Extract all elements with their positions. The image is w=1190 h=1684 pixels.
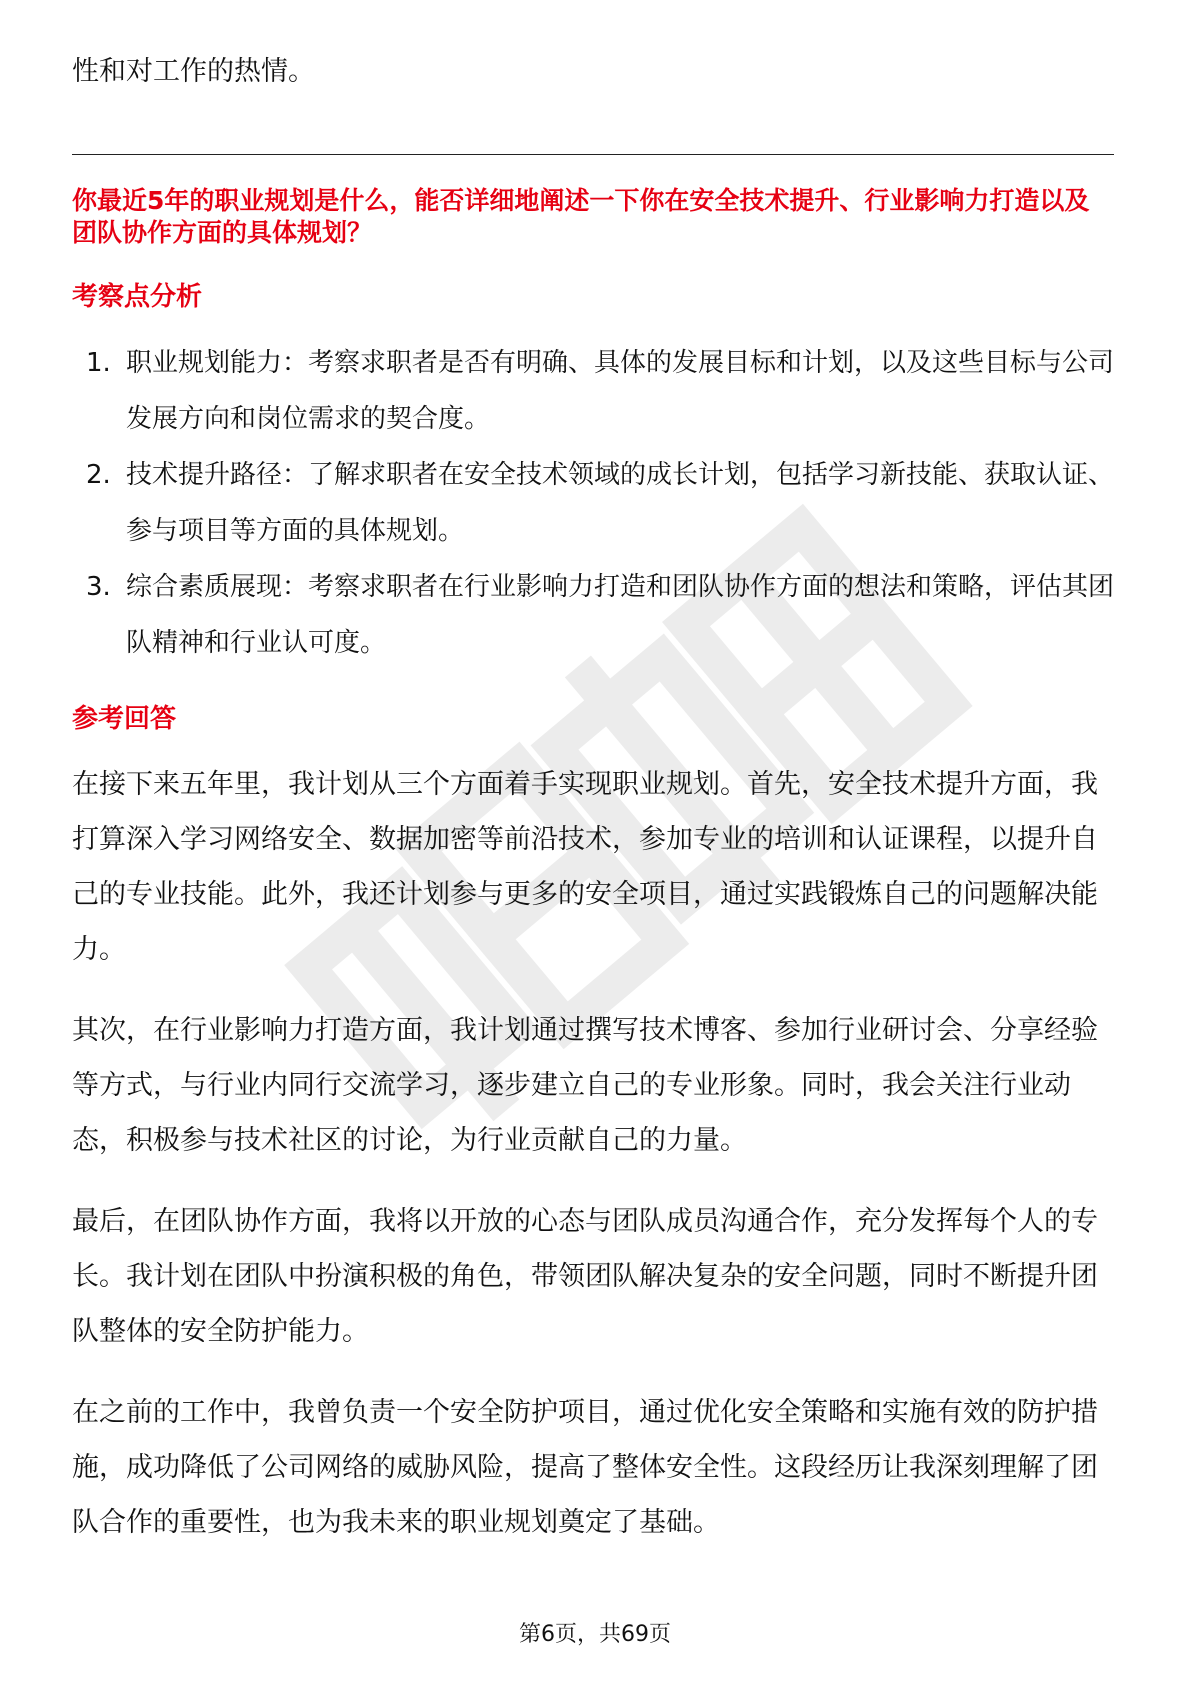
list-item — [72, 335, 1114, 447]
interview-question: 你最近5年的职业规划是什么，能否详细地阐述一下你在安全技术提升、行业影响力打造以及团队协作方面的具体规划？ — [72, 186, 1090, 247]
list-item — [72, 447, 1114, 559]
section-divider — [72, 154, 1114, 155]
list-item-number: 1. — [86, 348, 111, 378]
page-number-footer: 第6页，共69页 — [519, 1622, 671, 1647]
list-item — [72, 559, 1114, 671]
list-item-text: 综合素质展现：考察求职者在行业影响力打造和团队协作方面的想法和策略，评估其团队精神和行业认可度。 — [126, 572, 1115, 658]
answer-paragraph: 最后，在团队协作方面，我将以开放的心态与团队成员沟通合作，充分发挥每个人的专长。我计划在团队中扮演积极的角色，带领团队解决复杂的安全问题，同时不断提升团队整体的安全防护能力。 — [72, 1206, 1098, 1347]
reference-answer-heading: 参考回答 — [72, 704, 177, 734]
answer-paragraph: 在之前的工作中，我曾负责一个安全防护项目，通过优化安全策略和实施有效的防护措施，成功降低了公司网络的威胁风险，提高了整体安全性。这段经历让我深刻理解了团队合作的重要性，也为我未来的职业规划奠定了基础。 — [72, 1397, 1098, 1538]
analysis-list — [72, 335, 1114, 671]
list-item-number: 2. — [86, 460, 111, 490]
list-item-text: 技术提升路径：了解求职者在安全技术领域的成长计划，包括学习新技能、获取认证、参与项目等方面的具体规划。 — [126, 460, 1115, 546]
answer-paragraph: 在接下来五年里，我计划从三个方面着手实现职业规划。首先，安全技术提升方面，我打算深入学习网络安全、数据加密等前沿技术，参加专业的培训和认证课程，以提升自己的专业技能。此外，我还计划参与更多的安全项目，通过实践锻炼自己的问题解决能力。 — [72, 769, 1098, 965]
previous-page-fragment: 性和对工作的热情。 — [72, 56, 315, 87]
list-item-number: 3. — [86, 572, 111, 602]
analysis-heading: 考察点分析 — [72, 282, 203, 312]
main-content — [72, 44, 1114, 1576]
reference-answer — [72, 757, 1114, 1550]
answer-paragraph: 其次，在行业影响力打造方面，我计划通过撰写技术博客、参加行业研讨会、分享经验等方式，与行业内同行交流学习，逐步建立自己的专业形象。同时，我会关注行业动态，积极参与技术社区的讨论，为行业贡献自己的力量。 — [72, 1015, 1098, 1156]
list-item-text: 职业规划能力：考察求职者是否有明确、具体的发展目标和计划，以及这些目标与公司发展方向和岗位需求的契合度。 — [126, 348, 1115, 434]
